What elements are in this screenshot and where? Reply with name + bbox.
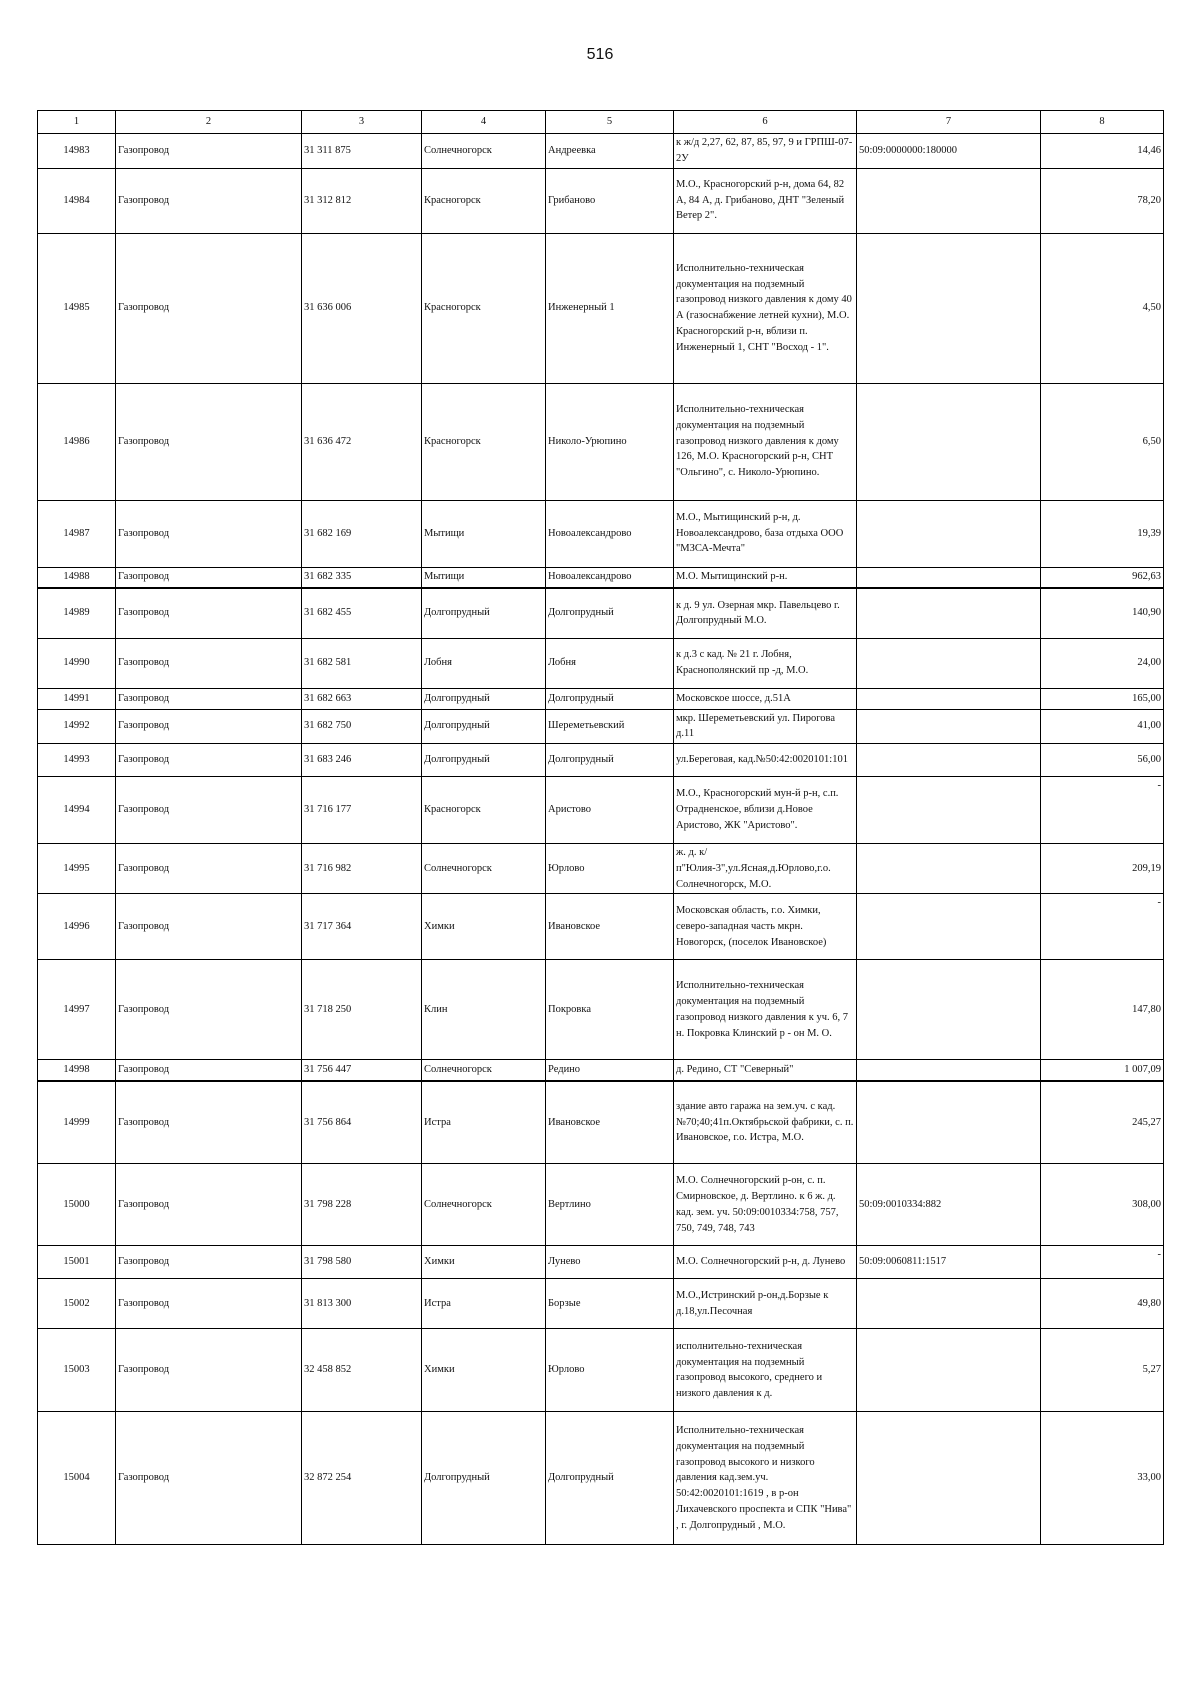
district-cell: Солнечногорск — [422, 1060, 546, 1081]
row-number-cell: 15001 — [38, 1246, 116, 1279]
table-row — [38, 233, 1164, 383]
object-type-cell: Газопровод — [116, 894, 302, 960]
object-type-cell: Газопровод — [116, 588, 302, 638]
district-cell: Химки — [422, 1329, 546, 1412]
length-value-cell: - — [1041, 894, 1164, 960]
table-row — [38, 500, 1164, 567]
cadastral-number-cell — [857, 383, 1041, 500]
inventory-number-cell: 31 716 177 — [302, 777, 422, 844]
inventory-number-cell: 31 716 982 — [302, 844, 422, 894]
object-type-cell: Газопровод — [116, 709, 302, 744]
cadastral-number-cell — [857, 1412, 1041, 1545]
address-cell: Исполнительно-техническая документация на подземный газопровод низкого давления к дому 40 А (газоснабжение летней кухни), М.О. Красногорский р-н, вблизи п. Инженерный 1, СНТ "Восход - 1". — [674, 233, 857, 383]
row-number-cell: 14989 — [38, 588, 116, 638]
row-number-cell: 14997 — [38, 960, 116, 1060]
length-value-cell: 41,00 — [1041, 709, 1164, 744]
locality-cell: Юрлово — [546, 1329, 674, 1412]
cadastral-number-cell: 50:09:0010334:882 — [857, 1164, 1041, 1246]
cadastral-number-cell — [857, 777, 1041, 844]
inventory-number-cell: 31 682 169 — [302, 500, 422, 567]
length-value-cell: 14,46 — [1041, 134, 1164, 169]
inventory-number-cell: 31 682 750 — [302, 709, 422, 744]
address-cell: Исполнительно-техническая документация на подземный газопровод высокого и низкого давления кад.зем.уч. 50:42:0020101:1619 , в р-он Лихачевского проспекта и СПК "Нива" , г. Долгопрудный , М.О. — [674, 1412, 857, 1545]
inventory-number-cell: 31 636 006 — [302, 233, 422, 383]
row-number-cell: 14993 — [38, 744, 116, 777]
district-cell: Долгопрудный — [422, 688, 546, 709]
locality-cell: Долгопрудный — [546, 688, 674, 709]
locality-cell: Аристово — [546, 777, 674, 844]
table-row — [38, 894, 1164, 960]
address-cell: к д. 9 ул. Озерная мкр. Павельцево г. Долгопрудный М.О. — [674, 588, 857, 638]
table-row — [38, 588, 1164, 638]
column-header: 2 — [116, 111, 302, 134]
table-row — [38, 960, 1164, 1060]
table-row — [38, 1412, 1164, 1545]
row-number-cell: 14990 — [38, 638, 116, 688]
inventory-number-cell: 32 458 852 — [302, 1329, 422, 1412]
inventory-number-cell: 31 683 246 — [302, 744, 422, 777]
object-type-cell: Газопровод — [116, 1164, 302, 1246]
row-number-cell: 14991 — [38, 688, 116, 709]
locality-cell: Ивановское — [546, 1081, 674, 1164]
district-cell: Солнечногорск — [422, 134, 546, 169]
address-cell: Московская область, г.о. Химки, северо-западная часть мкрн. Новогорск, (поселок Ивановское) — [674, 894, 857, 960]
length-value-cell: 6,50 — [1041, 383, 1164, 500]
registry-body — [38, 134, 1164, 1545]
cadastral-number-cell — [857, 168, 1041, 233]
address-cell: к д.3 с кад. № 21 г. Лобня, Краснополянский пр -д, М.О. — [674, 638, 857, 688]
locality-cell: Андреевка — [546, 134, 674, 169]
address-cell: М.О., Красногорский р-н, дома 64, 82 А, 84 А, д. Грибаново, ДНТ "Зеленый Ветер 2". — [674, 168, 857, 233]
table-row — [38, 1279, 1164, 1329]
row-number-cell: 14988 — [38, 567, 116, 588]
locality-cell: Шереметьевский — [546, 709, 674, 744]
inventory-number-cell: 31 756 447 — [302, 1060, 422, 1081]
locality-cell: Ивановское — [546, 894, 674, 960]
inventory-number-cell: 31 682 581 — [302, 638, 422, 688]
district-cell: Солнечногорск — [422, 1164, 546, 1246]
locality-cell: Борзые — [546, 1279, 674, 1329]
address-cell: ул.Береговая, кад.№50:42:0020101:101 — [674, 744, 857, 777]
page-number: 516 — [586, 46, 614, 63]
header-row — [38, 111, 1164, 134]
cadastral-number-cell — [857, 709, 1041, 744]
address-cell: М.О.,Истринский р-он,д.Борзые к д.18,ул.Песочная — [674, 1279, 857, 1329]
locality-cell: Долгопрудный — [546, 588, 674, 638]
district-cell: Лобня — [422, 638, 546, 688]
cadastral-number-cell — [857, 567, 1041, 588]
object-type-cell: Газопровод — [116, 1246, 302, 1279]
row-number-cell: 14986 — [38, 383, 116, 500]
inventory-number-cell: 31 682 335 — [302, 567, 422, 588]
district-cell: Красногорск — [422, 777, 546, 844]
object-type-cell: Газопровод — [116, 168, 302, 233]
object-type-cell: Газопровод — [116, 777, 302, 844]
cadastral-number-cell: 50:09:0060811:1517 — [857, 1246, 1041, 1279]
object-type-cell: Газопровод — [116, 1329, 302, 1412]
locality-cell: Новоалександрово — [546, 567, 674, 588]
address-cell: мкр. Шереметьевский ул. Пирогова д.11 — [674, 709, 857, 744]
locality-cell: Грибаново — [546, 168, 674, 233]
object-type-cell: Газопровод — [116, 1412, 302, 1545]
address-cell: М.О. Солнечногорский р-он, с. п. Смирновское, д. Вертлино. к 6 ж. д. кад. зем. уч. 50:09:0010334:758, 757, 750, 749, 748, 743 — [674, 1164, 857, 1246]
district-cell: Красногорск — [422, 233, 546, 383]
district-cell: Долгопрудный — [422, 709, 546, 744]
cadastral-number-cell — [857, 688, 1041, 709]
address-cell: М.О., Мытищинский р-н, д. Новоалександрово, база отдыха ООО "МЗСА-Мечта" — [674, 500, 857, 567]
column-header: 6 — [674, 111, 857, 134]
locality-cell: Долгопрудный — [546, 1412, 674, 1545]
row-number-cell: 14985 — [38, 233, 116, 383]
length-value-cell: 78,20 — [1041, 168, 1164, 233]
district-cell: Солнечногорск — [422, 844, 546, 894]
cadastral-number-cell — [857, 744, 1041, 777]
table-row — [38, 709, 1164, 744]
cadastral-number-cell — [857, 1060, 1041, 1081]
column-header: 5 — [546, 111, 674, 134]
row-number-cell: 14984 — [38, 168, 116, 233]
object-type-cell: Газопровод — [116, 500, 302, 567]
inventory-number-cell: 31 798 580 — [302, 1246, 422, 1279]
row-number-cell: 14999 — [38, 1081, 116, 1164]
row-number-cell: 14983 — [38, 134, 116, 169]
length-value-cell: 49,80 — [1041, 1279, 1164, 1329]
district-cell: Истра — [422, 1081, 546, 1164]
row-number-cell: 15000 — [38, 1164, 116, 1246]
locality-cell: Лобня — [546, 638, 674, 688]
locality-cell: Долгопрудный — [546, 744, 674, 777]
length-value-cell: 308,00 — [1041, 1164, 1164, 1246]
length-value-cell: 4,50 — [1041, 233, 1164, 383]
registry-table — [37, 110, 1164, 1545]
row-number-cell: 15002 — [38, 1279, 116, 1329]
row-number-cell: 15003 — [38, 1329, 116, 1412]
row-number-cell: 14992 — [38, 709, 116, 744]
address-cell: здание авто гаража на зем.уч. с кад.№70;40;41п.Октябрьской фабрики, с. п. Ивановское, г.о. Истра, М.О. — [674, 1081, 857, 1164]
table-row — [38, 168, 1164, 233]
district-cell: Долгопрудный — [422, 1412, 546, 1545]
table-row — [38, 688, 1164, 709]
district-cell: Мытищи — [422, 567, 546, 588]
length-value-cell: 245,27 — [1041, 1081, 1164, 1164]
cadastral-number-cell — [857, 960, 1041, 1060]
column-header: 8 — [1041, 111, 1164, 134]
address-cell: Исполнительно-техническая документация на подземный газопровод низкого давления к дому 126, М.О. Красногорский р-н, СНТ "Ольгино", с. Николо-Урюпино. — [674, 383, 857, 500]
table-row — [38, 777, 1164, 844]
object-type-cell: Газопровод — [116, 638, 302, 688]
cadastral-number-cell — [857, 1279, 1041, 1329]
length-value-cell: - — [1041, 1246, 1164, 1279]
table-row — [38, 638, 1164, 688]
cadastral-number-cell — [857, 233, 1041, 383]
inventory-number-cell: 31 682 663 — [302, 688, 422, 709]
cadastral-number-cell — [857, 638, 1041, 688]
address-cell: М.О., Красногорский мун-й р-н, с.п. Отрадненское, вблизи д.Новое Аристово, ЖК "Аристово". — [674, 777, 857, 844]
district-cell: Долгопрудный — [422, 744, 546, 777]
inventory-number-cell: 31 311 875 — [302, 134, 422, 169]
cadastral-number-cell — [857, 844, 1041, 894]
object-type-cell: Газопровод — [116, 744, 302, 777]
address-cell: д. Редино, СТ "Северный" — [674, 1060, 857, 1081]
length-value-cell: 165,00 — [1041, 688, 1164, 709]
length-value-cell: 24,00 — [1041, 638, 1164, 688]
cadastral-number-cell — [857, 500, 1041, 567]
inventory-number-cell: 31 718 250 — [302, 960, 422, 1060]
row-number-cell: 15004 — [38, 1412, 116, 1545]
inventory-number-cell: 32 872 254 — [302, 1412, 422, 1545]
locality-cell: Вертлино — [546, 1164, 674, 1246]
object-type-cell: Газопровод — [116, 1081, 302, 1164]
row-number-cell: 14998 — [38, 1060, 116, 1081]
district-cell: Химки — [422, 1246, 546, 1279]
length-value-cell: 56,00 — [1041, 744, 1164, 777]
table-row — [38, 1060, 1164, 1081]
table-row — [38, 1329, 1164, 1412]
locality-cell: Лунево — [546, 1246, 674, 1279]
length-value-cell: 33,00 — [1041, 1412, 1164, 1545]
length-value-cell: 209,19 — [1041, 844, 1164, 894]
locality-cell: Николо-Урюпино — [546, 383, 674, 500]
inventory-number-cell: 31 312 812 — [302, 168, 422, 233]
object-type-cell: Газопровод — [116, 844, 302, 894]
length-value-cell: 1 007,09 — [1041, 1060, 1164, 1081]
cadastral-number-cell — [857, 1081, 1041, 1164]
inventory-number-cell: 31 717 364 — [302, 894, 422, 960]
row-number-cell: 14994 — [38, 777, 116, 844]
district-cell: Красногорск — [422, 383, 546, 500]
table-row — [38, 383, 1164, 500]
column-header: 7 — [857, 111, 1041, 134]
inventory-number-cell: 31 682 455 — [302, 588, 422, 638]
table-row — [38, 1246, 1164, 1279]
column-header: 4 — [422, 111, 546, 134]
object-type-cell: Газопровод — [116, 960, 302, 1060]
object-type-cell: Газопровод — [116, 567, 302, 588]
cadastral-number-cell — [857, 1329, 1041, 1412]
length-value-cell: - — [1041, 777, 1164, 844]
locality-cell: Инженерный 1 — [546, 233, 674, 383]
object-type-cell: Газопровод — [116, 134, 302, 169]
locality-cell: Новоалександрово — [546, 500, 674, 567]
address-cell: М.О. Мытищинский р-н. — [674, 567, 857, 588]
table-row — [38, 1081, 1164, 1164]
inventory-number-cell: 31 636 472 — [302, 383, 422, 500]
district-cell: Красногорск — [422, 168, 546, 233]
address-cell: Московское шоссе, д.51А — [674, 688, 857, 709]
length-value-cell: 140,90 — [1041, 588, 1164, 638]
district-cell: Мытищи — [422, 500, 546, 567]
table-row — [38, 567, 1164, 588]
cadastral-number-cell — [857, 894, 1041, 960]
address-cell: М.О. Солнечногорский р-н, д. Лунево — [674, 1246, 857, 1279]
object-type-cell: Газопровод — [116, 383, 302, 500]
object-type-cell: Газопровод — [116, 1279, 302, 1329]
column-header: 1 — [38, 111, 116, 134]
table-row — [38, 134, 1164, 169]
inventory-number-cell: 31 798 228 — [302, 1164, 422, 1246]
inventory-number-cell: 31 813 300 — [302, 1279, 422, 1329]
column-header: 3 — [302, 111, 422, 134]
address-cell: исполнительно-техническая документация на подземный газопровод высокого, среднего и низкого давления к д. — [674, 1329, 857, 1412]
table-row — [38, 844, 1164, 894]
district-cell: Долгопрудный — [422, 588, 546, 638]
address-cell: ж. д. к/п"Юлия-3",ул.Ясная,д.Юрлово,г.о. Солнечногорск, М.О. — [674, 844, 857, 894]
locality-cell: Юрлово — [546, 844, 674, 894]
address-cell: к ж/д 2,27, 62, 87, 85, 97, 9 и ГРПШ-07-2У — [674, 134, 857, 169]
length-value-cell: 962,63 — [1041, 567, 1164, 588]
object-type-cell: Газопровод — [116, 233, 302, 383]
length-value-cell: 19,39 — [1041, 500, 1164, 567]
inventory-number-cell: 31 756 864 — [302, 1081, 422, 1164]
length-value-cell: 147,80 — [1041, 960, 1164, 1060]
length-value-cell: 5,27 — [1041, 1329, 1164, 1412]
address-cell: Исполнительно-техническая документация на подземный газопровод низкого давления к уч. 6, 7 н. Покровка Клинский р - он М. О. — [674, 960, 857, 1060]
row-number-cell: 14996 — [38, 894, 116, 960]
cadastral-number-cell: 50:09:0000000:180000 — [857, 134, 1041, 169]
district-cell: Клин — [422, 960, 546, 1060]
table-row — [38, 1164, 1164, 1246]
row-number-cell: 14995 — [38, 844, 116, 894]
locality-cell: Редино — [546, 1060, 674, 1081]
cadastral-number-cell — [857, 588, 1041, 638]
object-type-cell: Газопровод — [116, 1060, 302, 1081]
locality-cell: Покровка — [546, 960, 674, 1060]
district-cell: Истра — [422, 1279, 546, 1329]
table-row — [38, 744, 1164, 777]
row-number-cell: 14987 — [38, 500, 116, 567]
object-type-cell: Газопровод — [116, 688, 302, 709]
district-cell: Химки — [422, 894, 546, 960]
